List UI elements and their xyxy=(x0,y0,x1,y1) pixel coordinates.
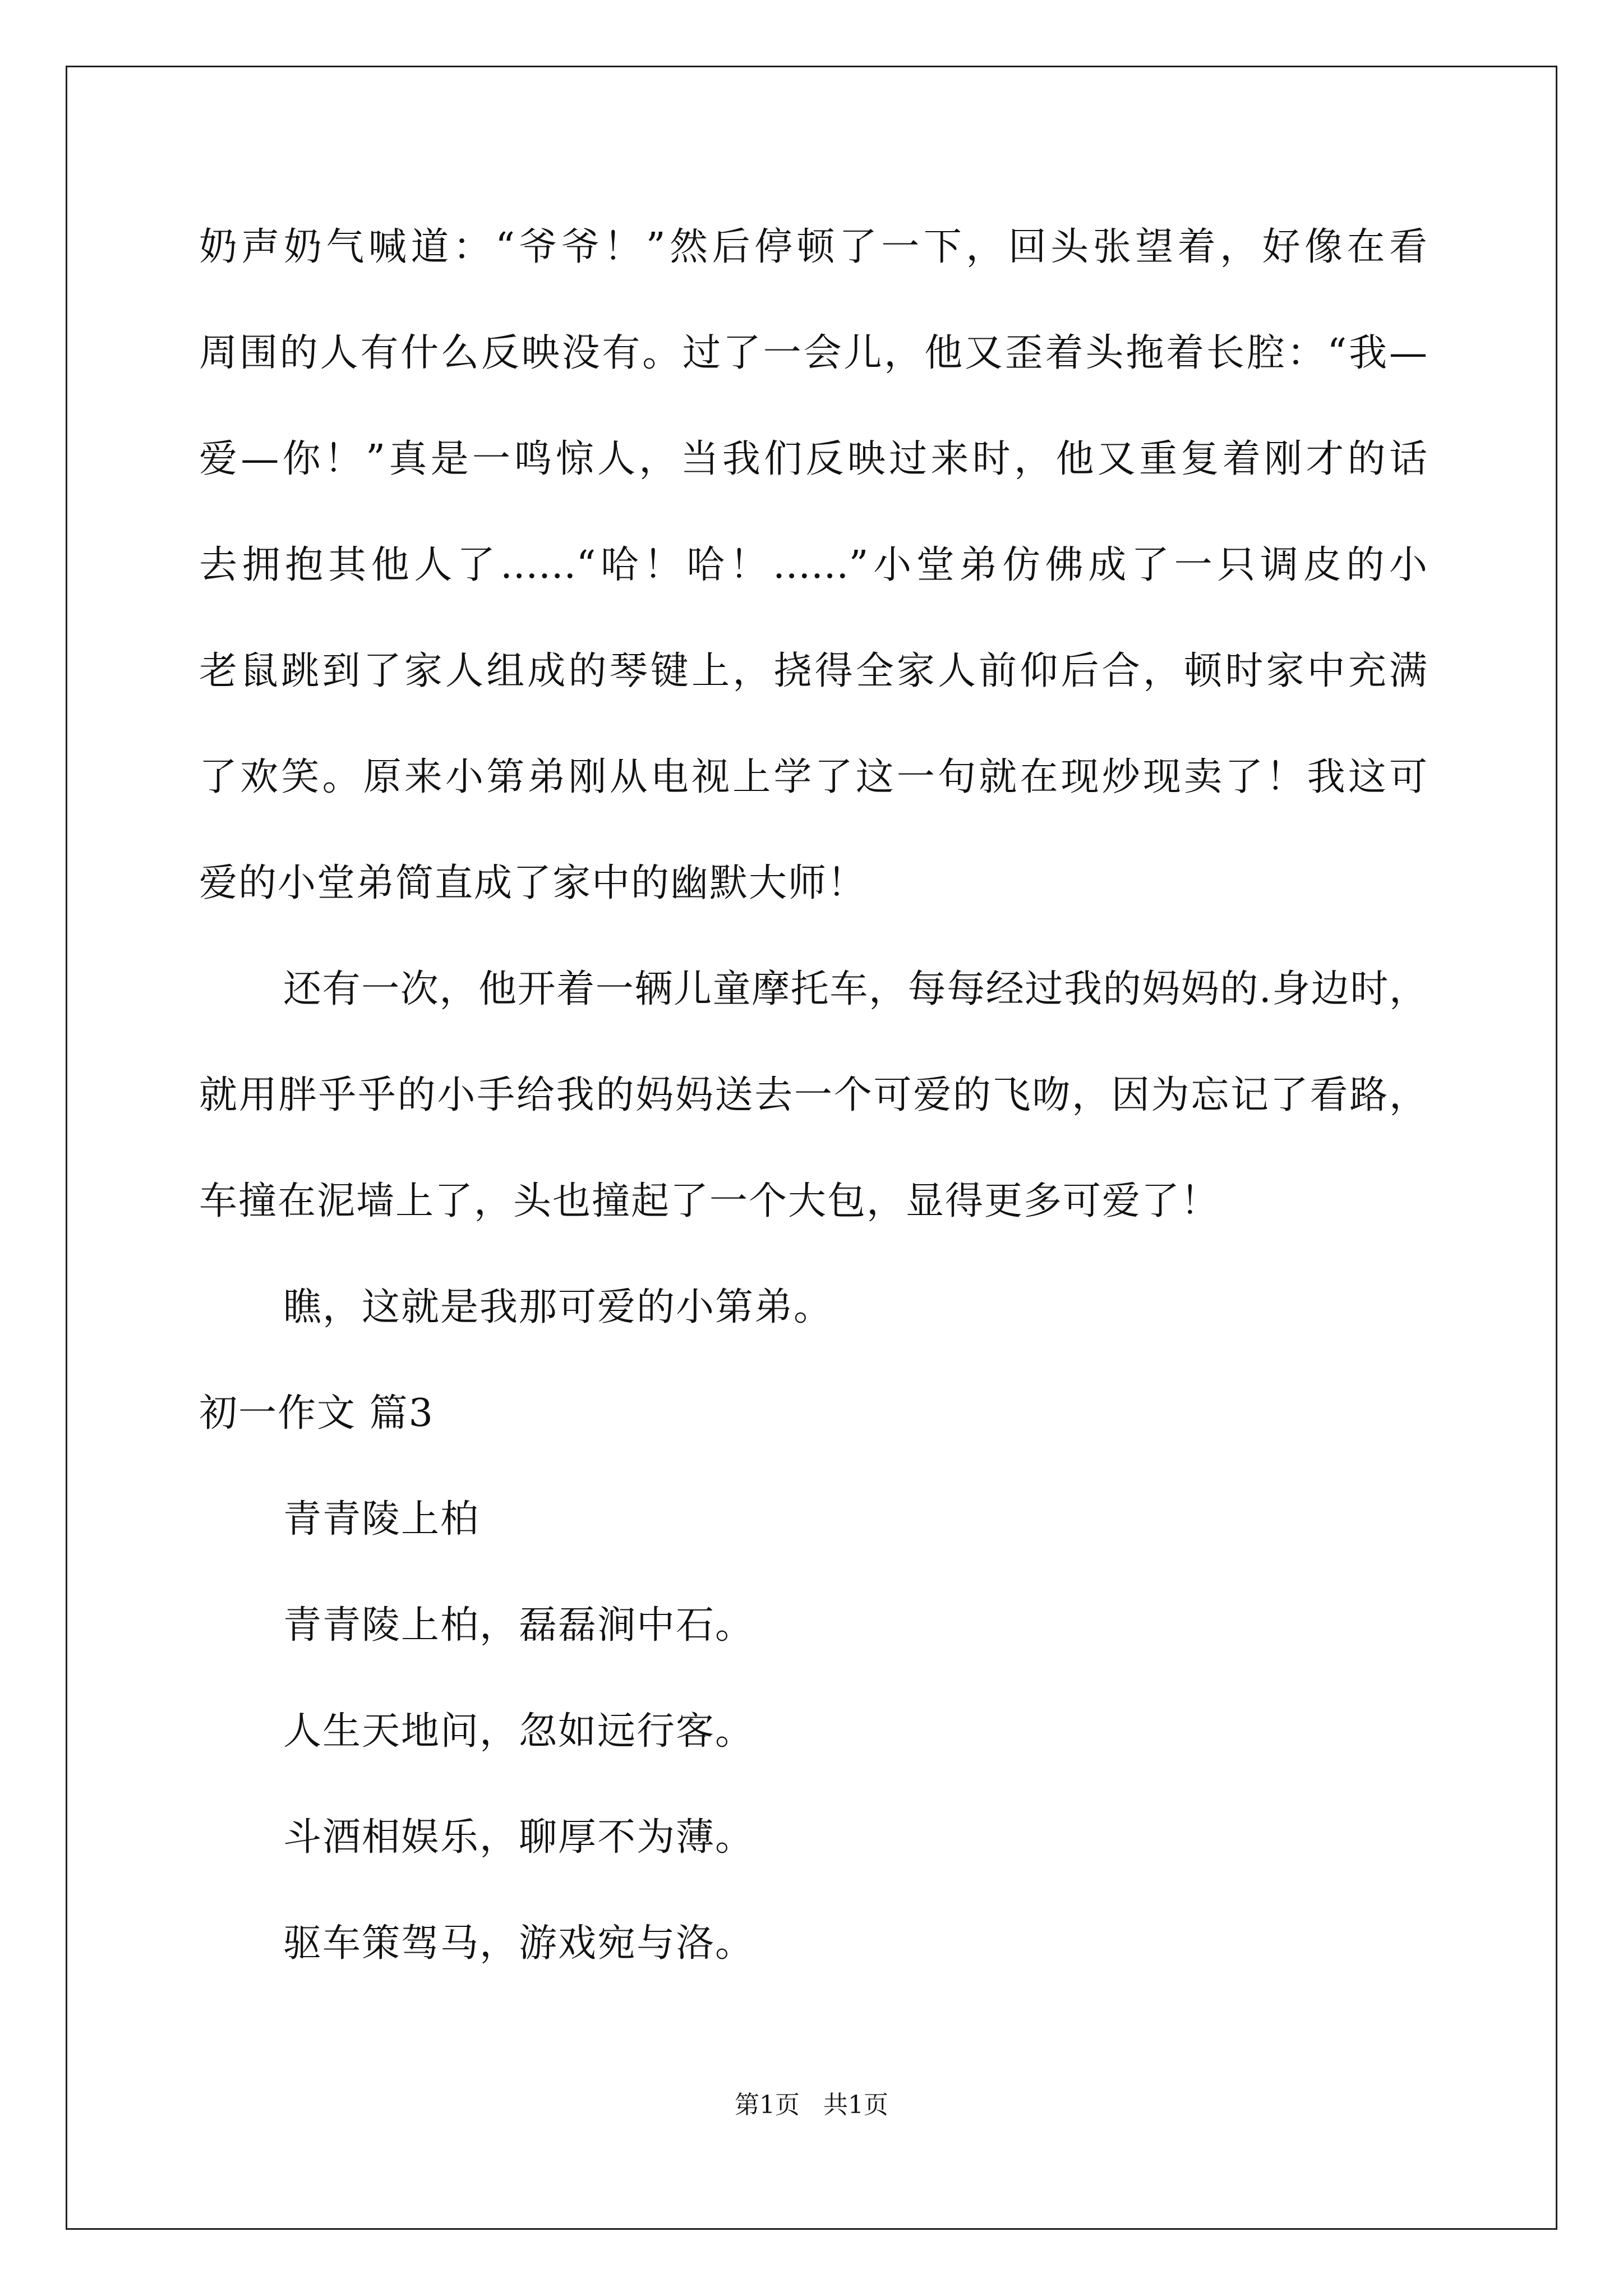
page-indicator: 第1页 共1页 xyxy=(735,2091,888,2119)
body-line-6: 了欢笑。原来小第弟刚从电视上学了这一句就在现炒现卖了！我这可 xyxy=(199,755,1427,799)
section-heading: 初一作文 篇3 xyxy=(199,1391,434,1435)
body-line-3: 爱—你！”真是一鸣惊人，当我们反映过来时，他又重复着刚才的话 xyxy=(199,437,1427,481)
poem-line-2: 人生天地问，忽如远行客。 xyxy=(283,1709,755,1754)
poem-line-1: 青青陵上柏，磊磊涧中石。 xyxy=(283,1603,755,1648)
body-line-7: 爱的小堂弟简直成了家中的幽默大师！ xyxy=(199,861,867,905)
body-line-10: 车撞在泥墙上了，头也撞起了一个大包，显得更多可爱了！ xyxy=(199,1179,1220,1223)
body-line-9: 就用胖乎乎的小手给我的妈妈送去一个可爱的飞吻，因为忘记了看路， xyxy=(199,1073,1427,1117)
body-line-11: 瞧，这就是我那可爱的小第弟。 xyxy=(283,1285,833,1329)
page-border xyxy=(66,66,1557,2230)
body-line-8: 还有一次，他开着一辆儿童摩托车，每每经过我的妈妈的.身边时， xyxy=(283,967,1427,1011)
body-line-5: 老鼠跳到了家人组成的琴键上，挠得全家人前仰后合，顿时家中充满 xyxy=(199,649,1427,693)
body-line-4: 去拥抱其他人了……“哈！哈！……”小堂弟仿佛成了一只调皮的小 xyxy=(199,543,1427,587)
body-line-2: 周围的人有什么反映没有。过了一会儿，他又歪着头拖着长腔：“我— xyxy=(199,331,1427,375)
poem-line-3: 斗酒相娱乐，聊厚不为薄。 xyxy=(283,1815,755,1860)
body-line-1: 奶声奶气喊道：“爷爷！”然后停顿了一下，回头张望着，好像在看 xyxy=(199,225,1427,269)
poem-title: 青青陵上柏 xyxy=(283,1497,480,1542)
poem-line-4: 驱车策驾马，游戏宛与洛。 xyxy=(283,1921,755,1966)
